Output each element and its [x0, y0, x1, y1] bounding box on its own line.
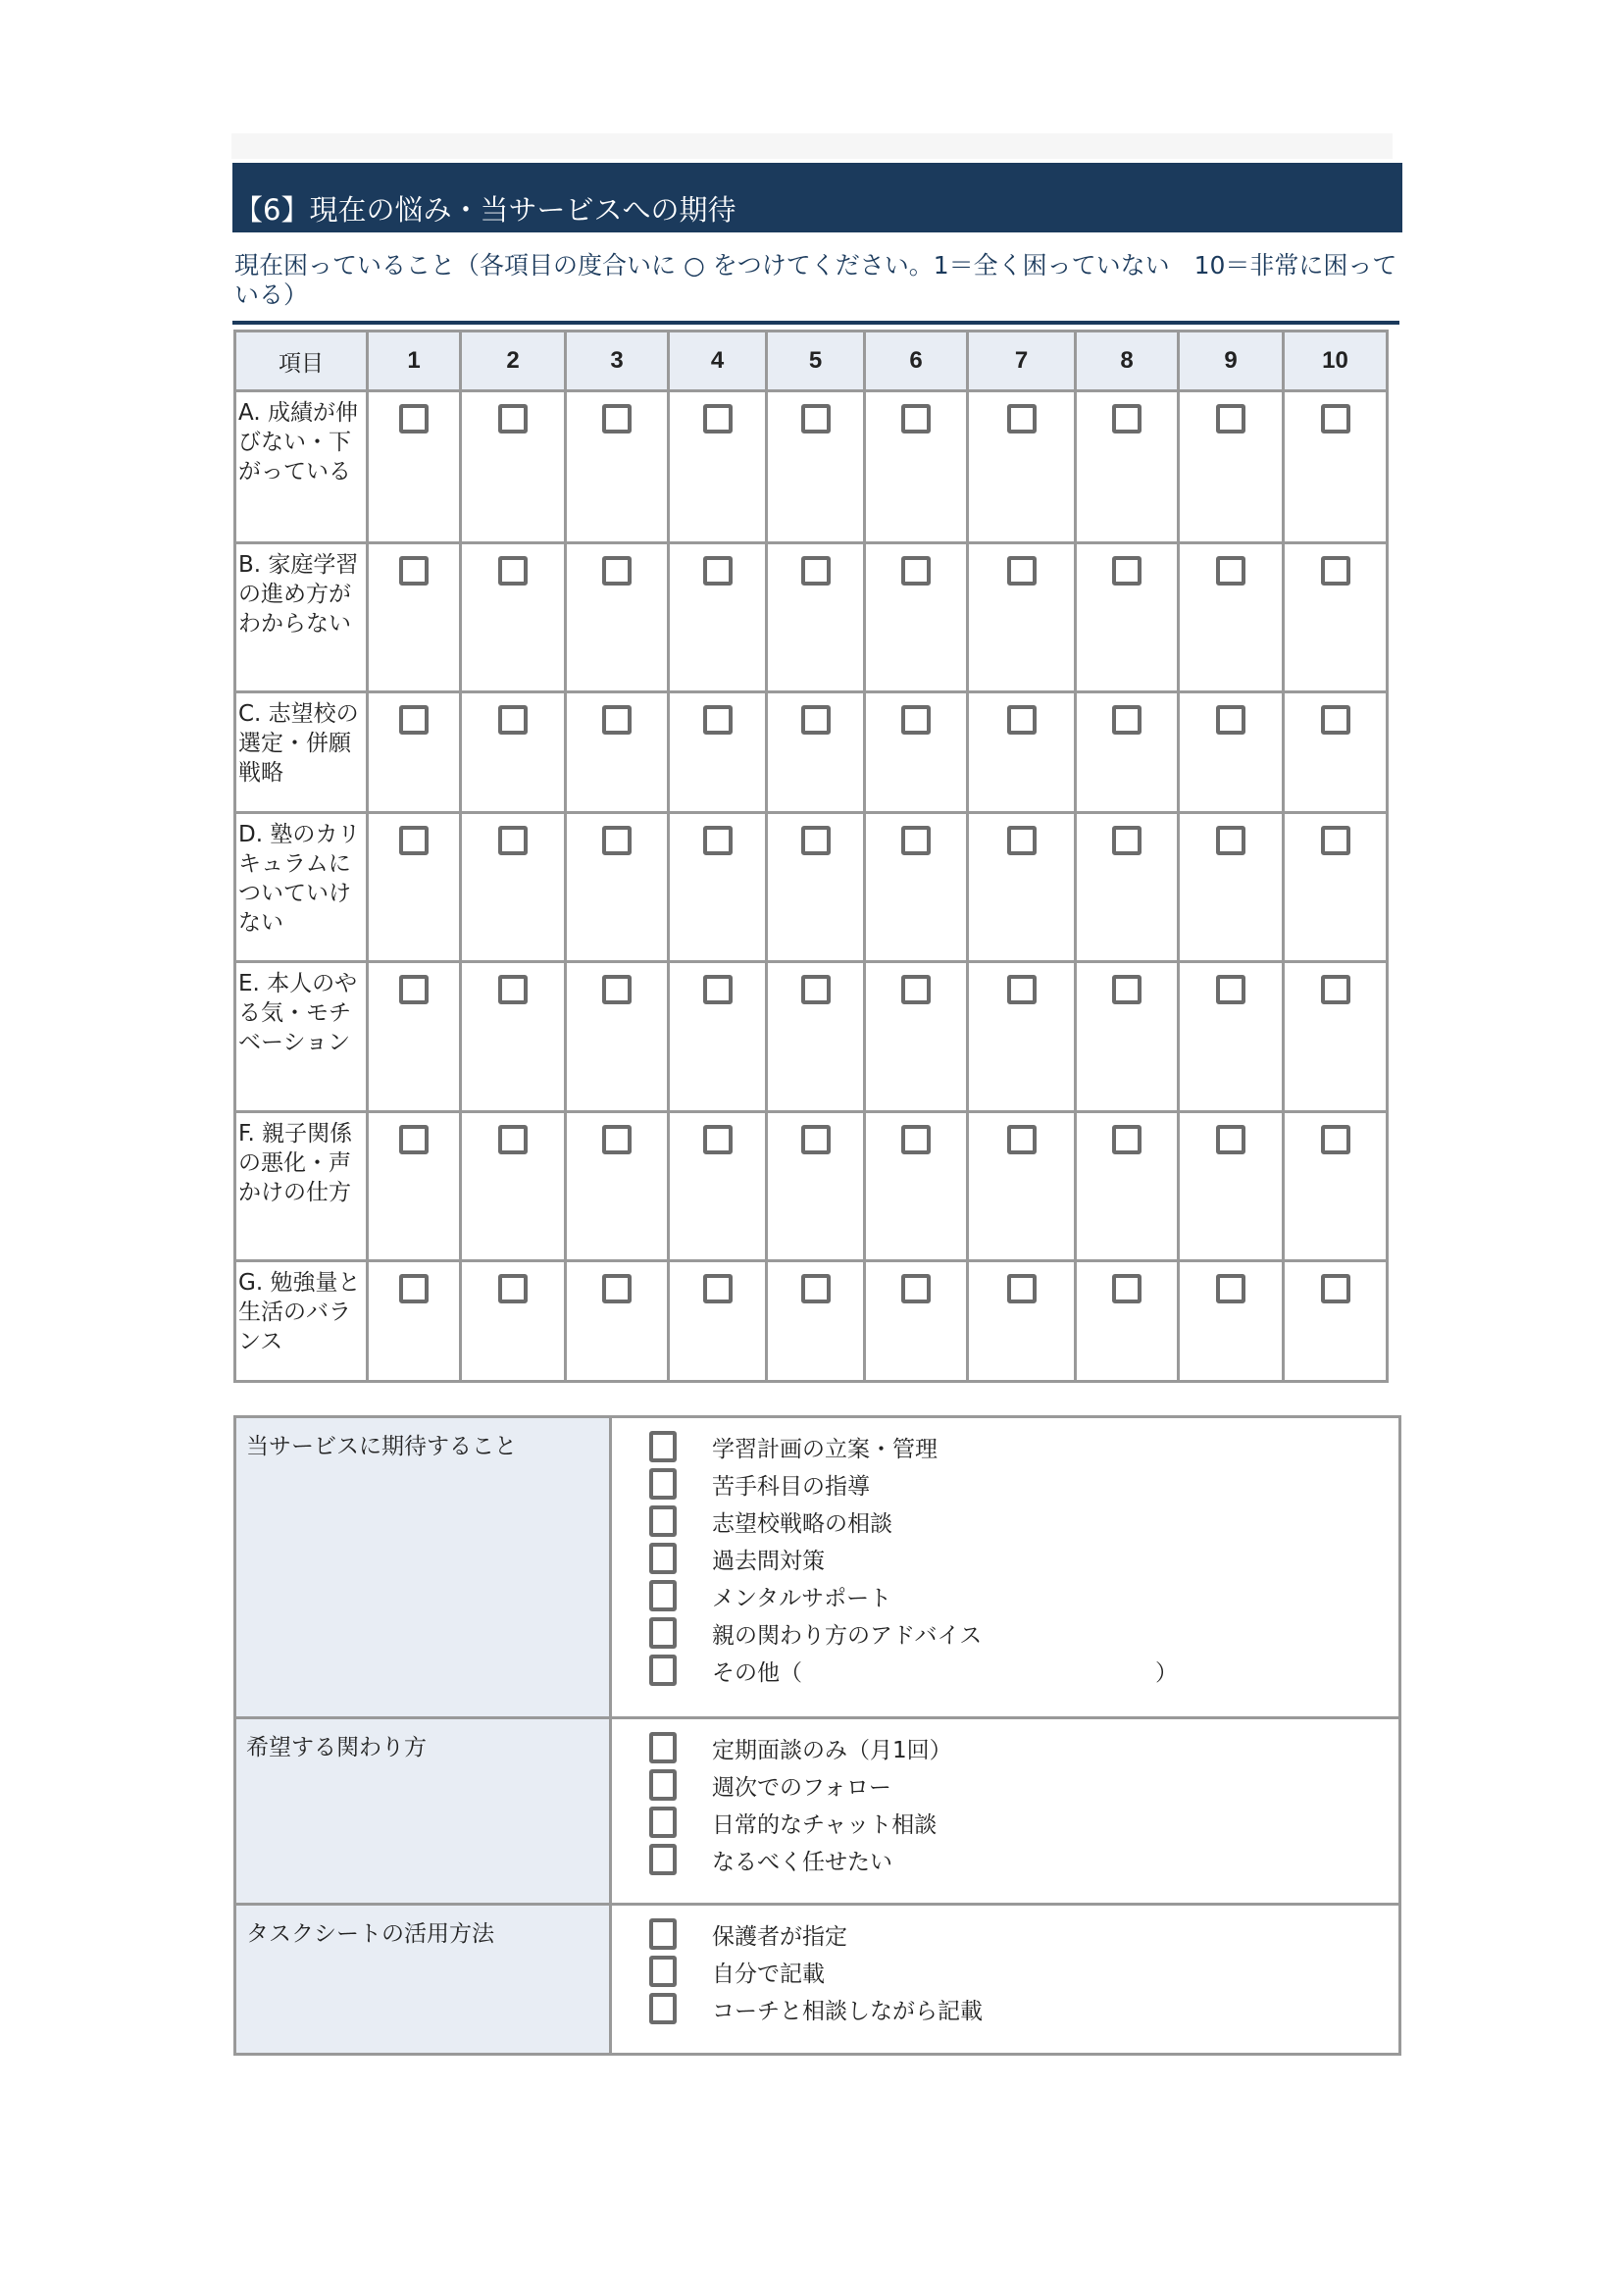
rating-checkbox-7[interactable]	[1007, 1274, 1037, 1303]
option-item[interactable]	[649, 1766, 1398, 1804]
rating-checkbox-7[interactable]	[1007, 1125, 1037, 1154]
option-item[interactable]	[649, 1990, 1398, 2027]
rating-checkbox-6[interactable]	[901, 975, 931, 1004]
rating-cell	[566, 813, 669, 962]
rating-checkbox-7[interactable]	[1007, 975, 1037, 1004]
rating-cell	[1284, 692, 1388, 813]
rating-checkbox-9[interactable]	[1216, 826, 1245, 855]
rating-cell	[368, 391, 461, 543]
checkbox-icon[interactable]	[649, 1807, 677, 1838]
item-label: D. 塾のカリキュラムについていけない	[235, 813, 368, 962]
rating-cell	[669, 543, 767, 692]
rating-cell	[767, 962, 865, 1112]
rating-checkbox-6[interactable]	[901, 826, 931, 855]
rating-cell	[1076, 391, 1179, 543]
scale-header-5: 5	[767, 331, 865, 391]
checkbox-icon[interactable]	[649, 1580, 677, 1611]
rating-checkbox-5[interactable]	[801, 556, 831, 586]
rating-cell	[461, 1112, 566, 1261]
rating-cell	[669, 1261, 767, 1382]
rating-checkbox-7[interactable]	[1007, 556, 1037, 586]
scale-header-9: 9	[1179, 331, 1284, 391]
rating-checkbox-9[interactable]	[1216, 1274, 1245, 1303]
rating-checkbox-3[interactable]	[602, 826, 632, 855]
option-label: メンタルサポート	[712, 1585, 892, 1611]
scale-header-2: 2	[461, 331, 566, 391]
option-label: 志望校戦略の相談	[712, 1510, 892, 1537]
rating-cell	[461, 1261, 566, 1382]
rating-cell	[968, 962, 1076, 1112]
rating-checkbox-5[interactable]	[801, 404, 831, 433]
checkbox-icon[interactable]	[649, 1543, 677, 1574]
rating-checkbox-8[interactable]	[1112, 705, 1142, 735]
rating-checkbox-4[interactable]	[703, 705, 733, 735]
rating-row	[235, 543, 1388, 692]
rating-checkbox-9[interactable]	[1216, 404, 1245, 433]
rating-cell	[1179, 1112, 1284, 1261]
question-options	[611, 1905, 1400, 2055]
rating-cell	[1179, 692, 1284, 813]
rating-cell	[1076, 692, 1179, 813]
question-options	[611, 1417, 1400, 1718]
rating-checkbox-6[interactable]	[901, 705, 931, 735]
rating-header-row	[235, 331, 1388, 391]
question-label: 当サービスに期待すること	[235, 1417, 611, 1718]
rating-checkbox-9[interactable]	[1216, 1125, 1245, 1154]
rating-checkbox-4[interactable]	[703, 556, 733, 586]
rating-cell	[968, 543, 1076, 692]
scale-header-10: 10	[1284, 331, 1388, 391]
rating-cell	[669, 1112, 767, 1261]
rating-checkbox-7[interactable]	[1007, 404, 1037, 433]
rating-cell	[461, 543, 566, 692]
rating-checkbox-5[interactable]	[801, 1125, 831, 1154]
rating-instructions: 現在困っていること（各項目の度合いに ○ をつけてください。1＝全く困っていない 10＝非常に困っている）	[234, 251, 1397, 309]
checkbox-icon[interactable]	[649, 1956, 677, 1987]
rating-cell	[368, 692, 461, 813]
rating-cell	[1179, 391, 1284, 543]
item-label: C. 志望校の選定・併願戦略	[235, 692, 368, 813]
rating-cell	[566, 1261, 669, 1382]
section-title: 【6】現在の悩み・当サービスへの期待	[234, 193, 736, 227]
rating-cell	[1284, 962, 1388, 1112]
option-item[interactable]	[649, 1503, 1398, 1540]
rating-checkbox-5[interactable]	[801, 1274, 831, 1303]
rating-checkbox-3[interactable]	[602, 1274, 632, 1303]
checkbox-icon[interactable]	[649, 1844, 677, 1875]
option-label: 学習計画の立案・管理	[712, 1436, 938, 1462]
question-label: タスクシートの活用方法	[235, 1905, 611, 2055]
rating-row	[235, 692, 1388, 813]
question-options	[611, 1718, 1400, 1905]
option-item[interactable]	[649, 1540, 1398, 1577]
rating-checkbox-1[interactable]	[399, 1274, 429, 1303]
checkbox-icon[interactable]	[649, 1617, 677, 1649]
rating-checkbox-7[interactable]	[1007, 826, 1037, 855]
rating-cell	[368, 1112, 461, 1261]
option-item[interactable]	[649, 1465, 1398, 1503]
rating-checkbox-4[interactable]	[703, 404, 733, 433]
item-label: F. 親子関係の悪化・声かけの仕方	[235, 1112, 368, 1261]
question-row	[235, 1718, 1400, 1905]
checkbox-icon[interactable]	[649, 1918, 677, 1950]
rating-checkbox-4[interactable]	[703, 975, 733, 1004]
rating-checkbox-8[interactable]	[1112, 975, 1142, 1004]
rating-cell	[1076, 1112, 1179, 1261]
rating-checkbox-2[interactable]	[498, 1274, 528, 1303]
option-item[interactable]	[649, 1841, 1398, 1878]
rating-checkbox-1[interactable]	[399, 1125, 429, 1154]
divider	[232, 321, 1399, 325]
rating-checkbox-10[interactable]	[1321, 556, 1350, 586]
rating-cell	[865, 1261, 968, 1382]
rating-cell	[968, 391, 1076, 543]
top-strip	[231, 133, 1393, 159]
rating-cell	[566, 391, 669, 543]
rating-checkbox-2[interactable]	[498, 975, 528, 1004]
rating-checkbox-8[interactable]	[1112, 1125, 1142, 1154]
rating-checkbox-4[interactable]	[703, 826, 733, 855]
rating-checkbox-6[interactable]	[901, 404, 931, 433]
question-label: 希望する関わり方	[235, 1718, 611, 1905]
rating-row	[235, 1261, 1388, 1382]
rating-checkbox-3[interactable]	[602, 1125, 632, 1154]
rating-row	[235, 391, 1388, 543]
rating-cell	[767, 692, 865, 813]
option-label: 苦手科目の指導	[712, 1473, 870, 1500]
option-label: 過去問対策	[712, 1548, 825, 1574]
rating-checkbox-10[interactable]	[1321, 705, 1350, 735]
rating-cell	[1284, 1112, 1388, 1261]
checkbox-icon[interactable]	[649, 1505, 677, 1537]
rating-cell	[1284, 391, 1388, 543]
question-row	[235, 1905, 1400, 2055]
rating-cell	[1076, 813, 1179, 962]
rating-cell	[968, 1261, 1076, 1382]
rating-cell	[566, 1112, 669, 1261]
other-close: ）	[1155, 1659, 1178, 1686]
option-label: 保護者が指定	[712, 1923, 847, 1950]
rating-cell	[461, 962, 566, 1112]
rating-checkbox-3[interactable]	[602, 705, 632, 735]
rating-checkbox-3[interactable]	[602, 975, 632, 1004]
rating-cell	[368, 962, 461, 1112]
checkbox-icon[interactable]	[649, 1655, 677, 1686]
rating-cell	[669, 962, 767, 1112]
rating-cell	[1076, 1261, 1179, 1382]
rating-checkbox-3[interactable]	[602, 404, 632, 433]
rating-row	[235, 813, 1388, 962]
rating-cell	[968, 692, 1076, 813]
rating-cell	[669, 692, 767, 813]
rating-cell	[566, 692, 669, 813]
rating-checkbox-2[interactable]	[498, 404, 528, 433]
rating-checkbox-10[interactable]	[1321, 1274, 1350, 1303]
checkbox-icon[interactable]	[649, 1468, 677, 1500]
option-label: 自分で記載	[712, 1961, 825, 1987]
rating-checkbox-2[interactable]	[498, 705, 528, 735]
rating-cell	[865, 543, 968, 692]
rating-cell	[566, 543, 669, 692]
scale-header-3: 3	[566, 331, 669, 391]
rating-cell	[865, 1112, 968, 1261]
rating-checkbox-9[interactable]	[1216, 556, 1245, 586]
rating-cell	[368, 813, 461, 962]
scale-header-7: 7	[968, 331, 1076, 391]
rating-cell	[461, 692, 566, 813]
option-item[interactable]	[649, 1915, 1398, 1953]
rating-checkbox-7[interactable]	[1007, 705, 1037, 735]
rating-cell	[669, 813, 767, 962]
rating-checkbox-6[interactable]	[901, 1125, 931, 1154]
rating-checkbox-10[interactable]	[1321, 826, 1350, 855]
rating-cell	[865, 962, 968, 1112]
rating-cell	[1284, 1261, 1388, 1382]
checkbox-icon[interactable]	[649, 1431, 677, 1462]
rating-checkbox-2[interactable]	[498, 826, 528, 855]
rating-checkbox-5[interactable]	[801, 826, 831, 855]
section-header	[232, 163, 1402, 232]
rating-cell	[368, 1261, 461, 1382]
rating-checkbox-5[interactable]	[801, 705, 831, 735]
scale-header-8: 8	[1076, 331, 1179, 391]
rating-cell	[1284, 543, 1388, 692]
rating-checkbox-2[interactable]	[498, 556, 528, 586]
item-label: A. 成績が伸びない・下がっている	[235, 391, 368, 543]
rating-checkbox-8[interactable]	[1112, 1274, 1142, 1303]
rating-cell	[1179, 813, 1284, 962]
rating-cell	[669, 391, 767, 543]
rating-checkbox-8[interactable]	[1112, 556, 1142, 586]
option-label: 定期面談のみ（月1回）	[712, 1737, 952, 1763]
rating-checkbox-10[interactable]	[1321, 404, 1350, 433]
rating-cell	[368, 543, 461, 692]
rating-cell	[1076, 962, 1179, 1112]
option-label: コーチと相談しながら記載	[712, 1998, 983, 2024]
other-label: その他（	[712, 1659, 802, 1686]
rating-checkbox-2[interactable]	[498, 1125, 528, 1154]
item-header: 項目	[235, 331, 368, 391]
checkbox-icon[interactable]	[649, 1993, 677, 2024]
rating-checkbox-4[interactable]	[703, 1274, 733, 1303]
rating-cell	[1076, 543, 1179, 692]
rating-cell	[865, 813, 968, 962]
rating-cell	[1284, 813, 1388, 962]
rating-cell	[566, 962, 669, 1112]
option-item[interactable]	[649, 1953, 1398, 1990]
rating-cell	[968, 813, 1076, 962]
rating-checkbox-8[interactable]	[1112, 404, 1142, 433]
rating-checkbox-6[interactable]	[901, 556, 931, 586]
scale-header-1: 1	[368, 331, 461, 391]
rating-checkbox-1[interactable]	[399, 826, 429, 855]
option-item[interactable]	[649, 1729, 1398, 1766]
option-item[interactable]	[649, 1577, 1398, 1614]
rating-checkbox-1[interactable]	[399, 556, 429, 586]
item-label: E. 本人のやる気・モチベーション	[235, 962, 368, 1112]
item-label: G. 勉強量と生活のバランス	[235, 1261, 368, 1382]
option-label: 日常的なチャット相談	[712, 1811, 938, 1838]
rating-checkbox-1[interactable]	[399, 975, 429, 1004]
rating-cell	[1179, 1261, 1284, 1382]
option-item-other[interactable]	[649, 1652, 1398, 1689]
rating-checkbox-5[interactable]	[801, 975, 831, 1004]
rating-table	[233, 330, 1389, 1383]
rating-checkbox-8[interactable]	[1112, 826, 1142, 855]
rating-checkbox-3[interactable]	[602, 556, 632, 586]
option-label: なるべく任せたい	[712, 1849, 892, 1875]
rating-cell	[865, 391, 968, 543]
rating-checkbox-1[interactable]	[399, 705, 429, 735]
rating-cell	[767, 543, 865, 692]
option-item[interactable]	[649, 1804, 1398, 1841]
rating-cell	[1179, 543, 1284, 692]
rating-checkbox-6[interactable]	[901, 1274, 931, 1303]
option-item[interactable]	[649, 1614, 1398, 1652]
rating-cell	[968, 1112, 1076, 1261]
item-label: B. 家庭学習の進め方がわからない	[235, 543, 368, 692]
rating-checkbox-9[interactable]	[1216, 705, 1245, 735]
checkbox-icon[interactable]	[649, 1769, 677, 1801]
rating-checkbox-10[interactable]	[1321, 1125, 1350, 1154]
rating-cell	[767, 1261, 865, 1382]
rating-checkbox-1[interactable]	[399, 404, 429, 433]
rating-row	[235, 962, 1388, 1112]
rating-cell	[767, 391, 865, 543]
option-label: 親の関わり方のアドバイス	[712, 1622, 983, 1649]
expectations-table	[233, 1415, 1401, 2056]
rating-checkbox-4[interactable]	[703, 1125, 733, 1154]
scale-header-4: 4	[669, 331, 767, 391]
rating-cell	[767, 813, 865, 962]
question-row	[235, 1417, 1400, 1718]
rating-cell	[461, 813, 566, 962]
rating-checkbox-9[interactable]	[1216, 975, 1245, 1004]
rating-cell	[865, 692, 968, 813]
option-item[interactable]	[649, 1428, 1398, 1465]
checkbox-icon[interactable]	[649, 1732, 677, 1763]
scale-header-6: 6	[865, 331, 968, 391]
rating-cell	[461, 391, 566, 543]
rating-row	[235, 1112, 1388, 1261]
rating-checkbox-10[interactable]	[1321, 975, 1350, 1004]
rating-cell	[1179, 962, 1284, 1112]
rating-cell	[767, 1112, 865, 1261]
option-label: 週次でのフォロー	[712, 1774, 891, 1801]
